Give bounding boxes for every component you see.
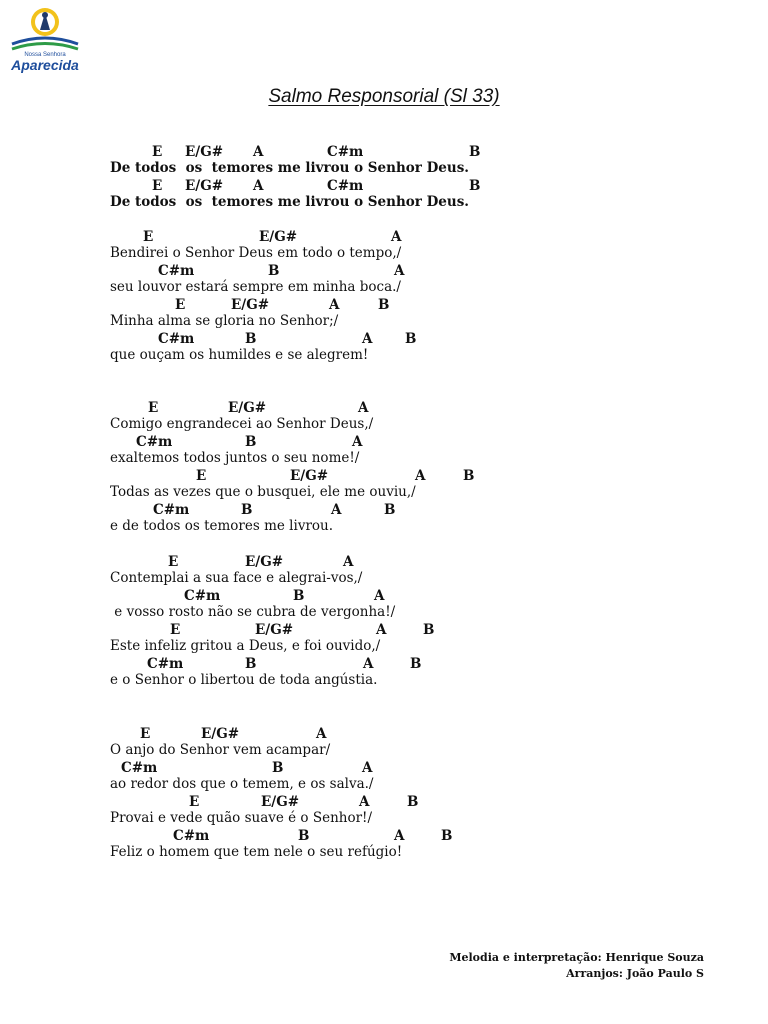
lyric-line: que ouçam os humildes e se alegrem! bbox=[110, 347, 369, 363]
lyric-line: e de todos os temores me livrou. bbox=[110, 518, 334, 534]
lyric-line: De todos os temores me livrou o Senhor Deus. bbox=[110, 160, 470, 176]
lyric-line: ao redor dos que o temem, e os salva./ bbox=[110, 776, 374, 792]
chord: C#m bbox=[147, 656, 184, 672]
chord: E/G# bbox=[255, 622, 294, 638]
credit-arrangement: Arranjos: João Paulo S bbox=[566, 967, 704, 980]
lyric-line: De todos os temores me livrou o Senhor Deus. bbox=[110, 194, 470, 210]
chord: E/G# bbox=[185, 144, 224, 160]
chord: E/G# bbox=[290, 468, 329, 484]
chord: E bbox=[143, 229, 154, 245]
chord: E bbox=[148, 400, 159, 416]
chord: A bbox=[316, 726, 327, 742]
chord: A bbox=[394, 828, 405, 844]
chord: E bbox=[175, 297, 186, 313]
chord: B bbox=[245, 434, 257, 450]
chord: A bbox=[391, 229, 402, 245]
chord: E/G# bbox=[228, 400, 267, 416]
chord-line bbox=[0, 144, 768, 160]
chord: B bbox=[245, 331, 257, 347]
chord: B bbox=[293, 588, 305, 604]
chord-line bbox=[0, 502, 768, 518]
chord: B bbox=[410, 656, 422, 672]
lyric-line: exaltemos todos juntos o seu nome!/ bbox=[110, 450, 360, 466]
lyric-line: Provai e vede quão suave é o Senhor!/ bbox=[110, 810, 373, 826]
chord: C#m bbox=[158, 263, 195, 279]
chord-line bbox=[0, 434, 768, 450]
chord: A bbox=[352, 434, 363, 450]
chord: C#m bbox=[136, 434, 173, 450]
chord: E bbox=[152, 178, 163, 194]
logo-main-text: Aparecida bbox=[11, 57, 79, 73]
chord: A bbox=[343, 554, 354, 570]
chord: E/G# bbox=[201, 726, 240, 742]
chord: B bbox=[469, 144, 481, 160]
chord: A bbox=[253, 178, 264, 194]
chord: B bbox=[463, 468, 475, 484]
chord: B bbox=[272, 760, 284, 776]
chord: E bbox=[168, 554, 179, 570]
chord-line bbox=[0, 554, 768, 570]
chord: C#m bbox=[121, 760, 158, 776]
chord: B bbox=[378, 297, 390, 313]
chord-line bbox=[0, 229, 768, 245]
lyric-line: Comigo engrandecei ao Senhor Deus,/ bbox=[110, 416, 374, 432]
lyric-line: Feliz o homem que tem nele o seu refúgio! bbox=[110, 844, 403, 860]
chord-line bbox=[0, 263, 768, 279]
chord: A bbox=[331, 502, 342, 518]
chord: E/G# bbox=[259, 229, 298, 245]
chord: A bbox=[376, 622, 387, 638]
chord: E/G# bbox=[185, 178, 224, 194]
chord: A bbox=[358, 400, 369, 416]
chord: B bbox=[407, 794, 419, 810]
chord: A bbox=[363, 656, 374, 672]
chord: E bbox=[196, 468, 207, 484]
chord: B bbox=[469, 178, 481, 194]
page-title: Salmo Responsorial (Sl 33) bbox=[268, 86, 500, 107]
chord-line bbox=[0, 297, 768, 313]
credit-melody: Melodia e interpretação: Henrique Souza bbox=[449, 951, 704, 964]
chord: C#m bbox=[153, 502, 190, 518]
chord: C#m bbox=[327, 144, 364, 160]
chord-line bbox=[0, 828, 768, 844]
chord-line bbox=[0, 588, 768, 604]
chord-line bbox=[0, 656, 768, 672]
chord: B bbox=[298, 828, 310, 844]
chord: B bbox=[245, 656, 257, 672]
chord-line bbox=[0, 760, 768, 776]
chord: B bbox=[405, 331, 417, 347]
chord: C#m bbox=[158, 331, 195, 347]
chord: C#m bbox=[173, 828, 210, 844]
chord: E bbox=[140, 726, 151, 742]
chord: A bbox=[359, 794, 370, 810]
chord: E bbox=[152, 144, 163, 160]
chord-line bbox=[0, 331, 768, 347]
credits bbox=[449, 950, 704, 982]
chord: A bbox=[329, 297, 340, 313]
logo-small-text: Nossa Senhora bbox=[24, 52, 66, 58]
lyric-line: Este infeliz gritou a Deus, e foi ouvido,/ bbox=[110, 638, 381, 654]
chord: C#m bbox=[184, 588, 221, 604]
chord-line bbox=[0, 622, 768, 638]
chord: A bbox=[394, 263, 405, 279]
chord: B bbox=[241, 502, 253, 518]
chord: E/G# bbox=[231, 297, 270, 313]
chord-line bbox=[0, 468, 768, 484]
chord: A bbox=[415, 468, 426, 484]
chord-line bbox=[0, 178, 768, 194]
chord: E/G# bbox=[261, 794, 300, 810]
lyric-line: e o Senhor o libertou de toda angústia. bbox=[110, 672, 378, 688]
chord-line bbox=[0, 400, 768, 416]
chord: B bbox=[268, 263, 280, 279]
chord: C#m bbox=[327, 178, 364, 194]
lyric-line: Minha alma se gloria no Senhor;/ bbox=[110, 313, 339, 329]
lyric-line: Bendirei o Senhor Deus em todo o tempo,/ bbox=[110, 245, 402, 261]
lyric-line: seu louvor estará sempre em minha boca./ bbox=[110, 279, 401, 295]
chord: E/G# bbox=[245, 554, 284, 570]
chord-line bbox=[0, 726, 768, 742]
chord-line bbox=[0, 794, 768, 810]
lyric-line: O anjo do Senhor vem acampar/ bbox=[110, 742, 331, 758]
chord: E bbox=[170, 622, 181, 638]
chord: A bbox=[374, 588, 385, 604]
chord: B bbox=[384, 502, 396, 518]
lyric-line: e vosso rosto não se cubra de vergonha!/ bbox=[110, 604, 396, 620]
chord: B bbox=[441, 828, 453, 844]
chord: A bbox=[253, 144, 264, 160]
chord: A bbox=[362, 331, 373, 347]
chord: B bbox=[423, 622, 435, 638]
chord: A bbox=[362, 760, 373, 776]
lyric-line: Contemplai a sua face e alegrai-vos,/ bbox=[110, 570, 363, 586]
lyric-line: Todas as vezes que o busquei, ele me ouviu,/ bbox=[110, 484, 416, 500]
chord: E bbox=[189, 794, 200, 810]
